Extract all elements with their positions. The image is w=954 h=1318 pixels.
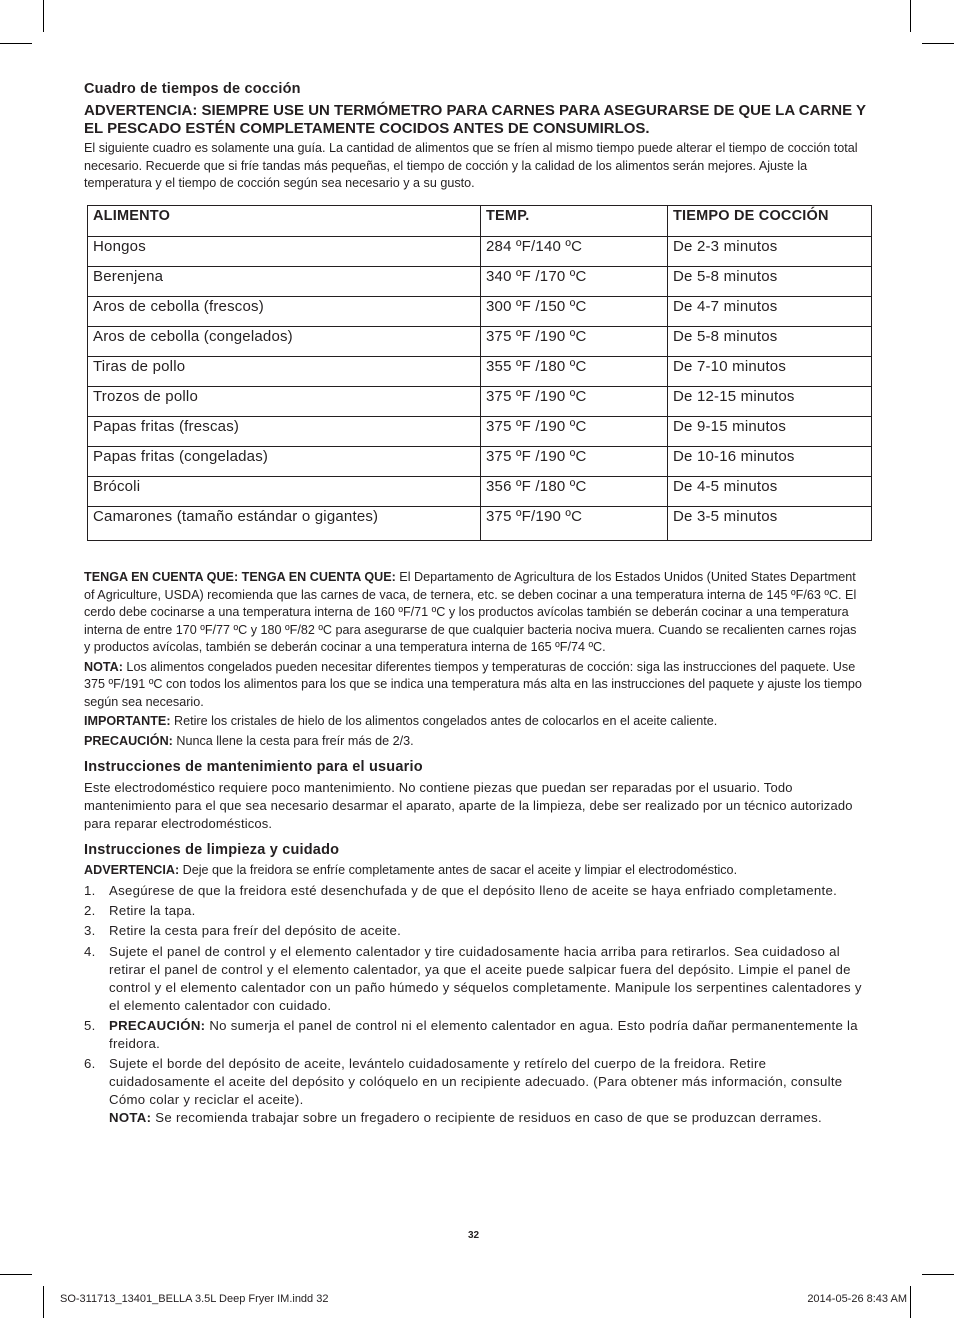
note-text: El Departamento de Agricultura de los Estados Unidos (United States Department of Agriculture, USDA) recomienda que las carnes de vaca, de ternera, etc. se deben cocinar a una temperatura interna de 145 ºF/63 ºC. El cerdo debe cocinarse a una temperatura interna de 160 ºF/71 ºC y los productos avícolas también se deberán cocinar a una temperatura interna de entre 170 ºF/77 ºC y 180 ºF/82 ºC para asegurarse de que cualquier bacteria nociva muera. Cuando se recalienten carnes rojas y productos avícolas, también se deberán cocinar a una temperatura interna de 165 ºF/74 ºC. [84,570,857,654]
crop-mark [910,0,911,32]
list-item [84,882,866,900]
frozen-note [84,659,866,712]
section-heading: Cuadro de tiempos de cocción [84,81,301,97]
table-header: TEMP. [481,206,668,237]
table-cell: 375 ºF/190 ºC [481,507,668,541]
list-item [84,1017,866,1053]
table-cell: Brócoli [88,477,481,507]
maintenance-heading: Instrucciones de mantenimiento para el usuario [84,759,423,775]
crop-mark [43,1286,44,1318]
table-cell: De 10-16 minutos [668,447,872,477]
table-cell: Tiras de pollo [88,357,481,387]
step-number: 1. [84,882,96,898]
step-number: 2. [84,902,96,918]
crop-mark [0,43,32,44]
table-row [88,387,872,417]
step-number: 5. [84,1018,96,1034]
table-row [88,357,872,387]
cleaning-warning [84,862,866,880]
step-text: Retire la tapa. [109,902,196,918]
table-cell: Camarones (tamaño estándar o gigantes) [88,507,481,541]
list-item [84,902,866,920]
table-cell: 284 ºF/140 ºC [481,237,668,267]
table-cell: De 7-10 minutos [668,357,872,387]
cleaning-heading: Instrucciones de limpieza y cuidado [84,842,340,858]
crop-mark [922,43,954,44]
table-row [88,477,872,507]
step-text: Retire la cesta para freír del depósito de aceite. [109,923,402,939]
list-item [84,1055,866,1127]
caution-note [84,733,866,751]
page-number: 32 [468,1230,480,1241]
note-label: TENGA EN CUENTA QUE: TENGA EN CUENTA QUE: [84,570,396,584]
table-header: TIEMPO DE COCCIÓN [668,206,872,237]
step-label: PRECAUCIÓN: [109,1018,206,1034]
warning-text: ADVERTENCIA: SIEMPRE USE UN TERMÓMETRO PARA CARNES PARA ASEGURARSE DE QUE LA CARNE Y EL PESCADO ESTÉN COMPLETAMENTE COCIDOS ANTES DE CONSUMIRLOS. [84,102,866,137]
table-header-row [88,206,872,237]
table-cell: Trozos de pollo [88,387,481,417]
table-cell: De 12-15 minutos [668,387,872,417]
crop-mark [910,1286,911,1318]
table-cell: Papas fritas (congeladas) [88,447,481,477]
footer-file: SO-311713_13401_BELLA 3.5L Deep Fryer IM.indd 32 [60,1293,329,1305]
table-row [88,447,872,477]
table-cell: 375 ºF /190 ºC [481,387,668,417]
note-text: Los alimentos congelados pueden necesitar diferentes tiempos y temperaturas de cocción: siga las instrucciones del paquete. Use 375 ºF/191 ºC con todos los alimentos para los que se indica una temperatura más alta en las instrucciones del paquete y ajuste los tiempo según sea necesario. [84,659,862,709]
table-cell: 355 ºF /180 ºC [481,357,668,387]
cleaning-steps [84,882,866,1128]
maintenance-text: Este electrodoméstico requiere poco mantenimiento. No contiene piezas que puedan ser reparadas por el usuario. Todo mantenimiento para el que sea necesario desarmar el aparato, aparte de la limpieza, debe ser realizado por un técnico autorizado para reparar electrodomésticos. [84,780,853,831]
crop-mark [0,1274,32,1275]
table-cell: Berenjena [88,267,481,297]
table-cell: De 5-8 minutos [668,327,872,357]
intro-text: El siguiente cuadro es solamente una guía. La cantidad de alimentos que se fríen al mismo tiempo puede alterar el tiempo de cocción total necesario. Recuerde que si fríe tandas más pequeñas, el tiempo de cocción y la calidad de los alimentos serán mejores. Ajuste la temperatura y el tiempo de cocción según sea necesario y a su gusto. [84,141,858,190]
table-row [88,267,872,297]
step-text: Sujete el borde del depósito de aceite, levántelo cuidadosamente y retírelo del cuerpo de la freidora. Retire cuidadosamente el aceite del depósito y colóquelo en un recipiente adecuado. (Para obtener más información, consulte Cómo colar y reciclar el aceite). [109,1056,843,1108]
step-number: 4. [84,943,96,959]
list-item [84,922,866,940]
note-label: IMPORTANTE: [84,714,171,728]
step-note-label: NOTA: [109,1110,152,1126]
crop-mark [43,0,44,32]
table-row [88,237,872,267]
note-text: Retire los cristales de hielo de los alimentos congelados antes de colocarlos en el aceite caliente. [170,714,718,728]
step-note-text: Se recomienda trabajar sobre un fregadero o recipiente de residuos en caso de que se produzcan derrames. [151,1110,823,1126]
table-cell: 340 ºF /170 ºC [481,267,668,297]
table-row [88,507,872,541]
table-cell: Hongos [88,237,481,267]
note-text: Nunca llene la cesta para freír más de 2/3. [172,733,414,748]
table-header: ALIMENTO [88,206,481,237]
note-label: PRECAUCIÓN: [84,733,173,748]
table-cell: 356 ºF /180 ºC [481,477,668,507]
table-cell: 375 ºF /190 ºC [481,327,668,357]
table-cell: Aros de cebolla (frescos) [88,297,481,327]
table-row [88,297,872,327]
table-cell: 300 ºF /150 ºC [481,297,668,327]
table-cell: 375 ºF /190 ºC [481,447,668,477]
usda-note [84,569,866,657]
step-number: 6. [84,1056,96,1072]
footer-timestamp: 2014-05-26 8:43 AM [807,1293,907,1305]
table-cell: De 2-3 minutos [668,237,872,267]
table-cell: De 3-5 minutos [668,507,872,541]
step-text: Sujete el panel de control y el elemento calentador y tire cuidadosamente hacia arriba para retirarlos. Sea cuidadoso al retirar el panel de control y el elemento calentador, ya que el aceite puede salpicar fuera del depósito. Limpie el panel de control y el elemento calentador con un paño húmedo y séquelos completamente. Manipule los serpentines calentadores y el elemento calentador con cuidado. [109,943,862,1013]
list-item [84,943,866,1015]
table-cell: 375 ºF /190 ºC [481,417,668,447]
table-cell: De 5-8 minutos [668,267,872,297]
table-cell: Papas fritas (frescas) [88,417,481,447]
table-cell: De 4-7 minutos [668,297,872,327]
note-text: Deje que la freidora se enfríe completamente antes de sacar el aceite y limpiar el electrodoméstico. [179,863,738,877]
table-cell: De 4-5 minutos [668,477,872,507]
table-cell: De 9-15 minutos [668,417,872,447]
note-label: ADVERTENCIA: [84,863,180,877]
important-note [84,713,866,731]
step-text: No sumerja el panel de control ni el elemento calentador en agua. Esto podría dañar permanentemente la freidora. [109,1018,858,1052]
step-text: Asegúrese de que la freidora esté desenchufada y de que el depósito lleno de aceite se haya enfriado completamente. [109,882,838,898]
intro-section [84,80,866,193]
step-number: 3. [84,923,96,939]
notes-section [84,569,866,1130]
table-row [88,417,872,447]
cooking-time-table [87,205,872,541]
crop-mark [922,1274,954,1275]
note-label: NOTA: [84,659,123,674]
table-row [88,327,872,357]
table-cell: Aros de cebolla (congelados) [88,327,481,357]
